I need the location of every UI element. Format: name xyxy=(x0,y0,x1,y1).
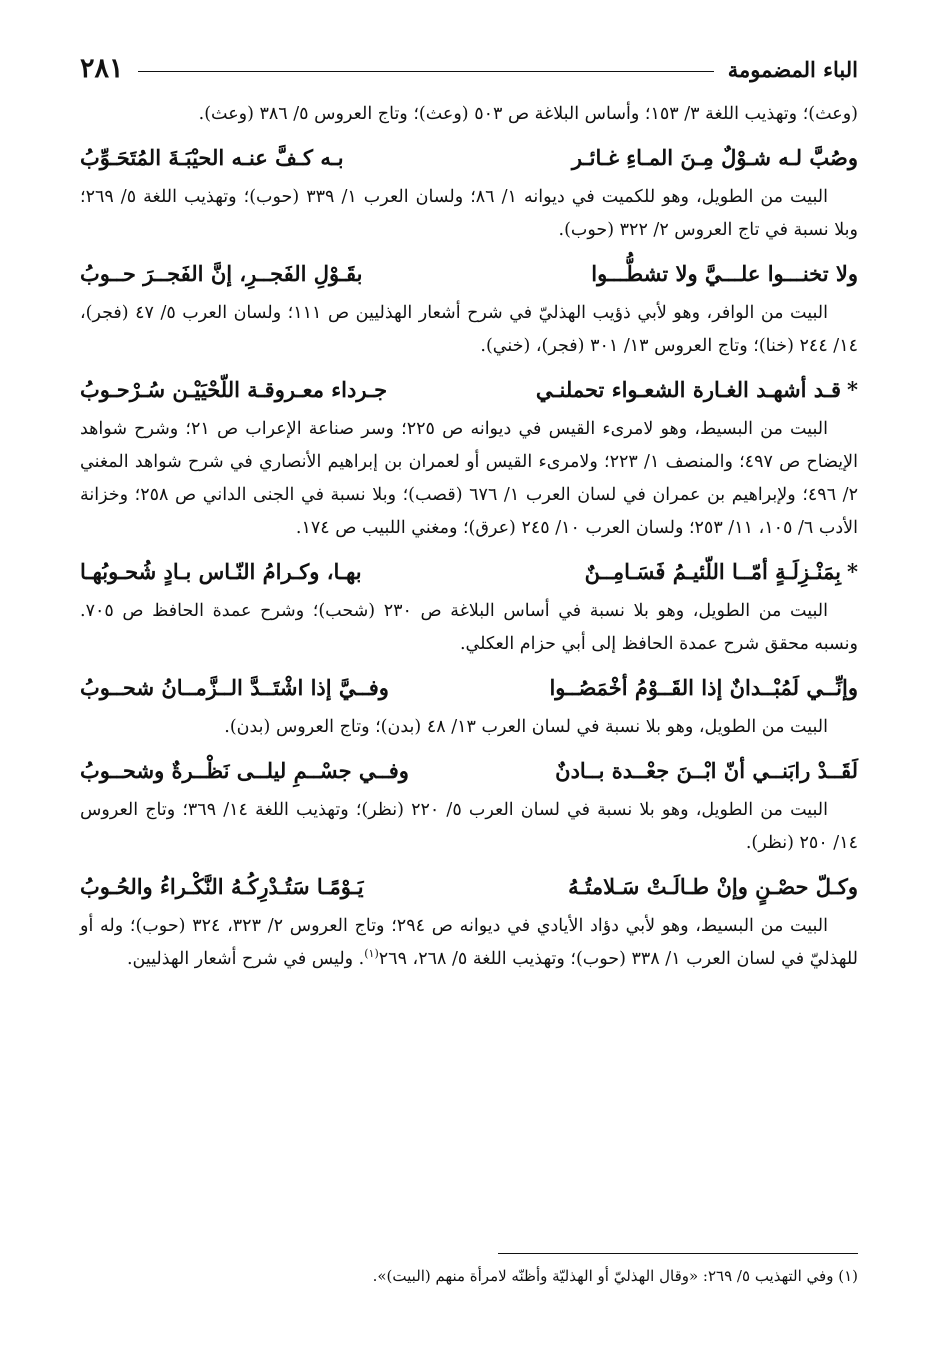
verse-first-hemistich xyxy=(536,367,858,413)
verse-first-hemistich xyxy=(585,549,858,595)
verse-citation: البيت من الطويل، وهو للكميت في ديوانه ١/ ٨٦؛ ولسان العرب ١/ ٣٣٩ (حوب)؛ وتهذيب اللغة ٥/ ٢٦٩؛ وبلا نسبة في تاج العروس ٢/ ٣٢٢ (حوب). xyxy=(80,187,858,240)
verse-line xyxy=(80,665,858,711)
verse-line xyxy=(80,367,858,413)
verse-second-hemistich: وفــيَّ إذا اشْتَــدَّ الــزَّمــانُ شحــوبُ xyxy=(80,675,389,700)
page-body xyxy=(80,98,858,976)
verse-first-hemistich: وصُبَّ لـه شـوْلٌ مِـنَ المـاءِ غـائـر xyxy=(571,145,858,170)
verse-first-hemistich: وكـلّ حصْـنٍ وإنْ طـالَـتْ سَـلامتُـهُ xyxy=(568,874,858,899)
asterisk-icon: * xyxy=(847,559,858,584)
citation-tail: . وليس في شرح أشعار الهذليين. xyxy=(126,949,365,969)
verse-second-hemistich: بـه كـفَّ عنـه الحيْبَـةَ المُتَحَـوِّبُ xyxy=(80,145,344,170)
verse-second-hemistich: وفــي جسْــمِ ليلــى نَظْــرةٌ وشحــوبُ xyxy=(80,758,409,783)
verse-second-hemistich: يَـوْمًـا سَتُـدْرِكُـهُ النَّكْـراءُ والحُـوبُ xyxy=(80,874,364,899)
continued-citation: (وعث)؛ وتهذيب اللغة ٣/ ١٥٣؛ وأساس البلاغة ص ٥٠٣ (وعث)؛ وتاج العروس ٥/ ٣٨٦ (وعث). xyxy=(198,104,858,124)
verse-citation: البيت من الوافر، وهو لأبي ذؤيب الهذليّ في شرح أشعار الهذليين ص ١١١؛ ولسان العرب ٥/ ٤٧ (فجر)، ١٤/ ٢٤٤ (خنا)؛ وتاج العروس ١٣/ ٣٠١ (فجر)، (خني). xyxy=(80,303,858,356)
verse-second-hemistich: بهـا، وكـرامُ النّـاس بـادٍ شُحـوبُهـا xyxy=(80,559,362,584)
verse-line xyxy=(80,251,858,297)
footnote-marker[interactable]: (١) xyxy=(364,947,379,961)
citation-text: البيت من البسيط، وهو لأبي دؤاد الأيادي في ديوانه ص ٢٩٤؛ وتاج العروس ٢/ ٣٢٣، ٣٢٤ (حوب)؛ وله أو للهذليّ في لسان العرب ١/ ٣٣٨ (حوب)؛ وتهذيب اللغة ٥/ ٢٦٨، ٢٦٩ xyxy=(80,916,858,969)
verse-line xyxy=(80,864,858,910)
verse-line xyxy=(80,135,858,181)
footnote-separator xyxy=(498,1253,858,1254)
page-number: ٢٨١ xyxy=(80,53,124,84)
verse-first-hemistich: لَقَــدْ رابَنــي أنّ ابْــنَ جعْــدة بــادنٌ xyxy=(555,758,858,783)
verse-second-hemistich: بقَـوْلِ الفَجــرِ، إنَّ الفَجــرَ حــوبُ xyxy=(80,261,363,286)
verse-first-hemistich: وإنِّــي لَمُبْــدانٌ إذا القَــوْمُ أخْمَصُــوا xyxy=(549,675,858,700)
verse-line xyxy=(80,748,858,794)
hemistich-text: بِمَنْـزِلَـةٍ أمّــا اللّئيـمُ فَسَـامِــنٌ xyxy=(584,559,842,584)
asterisk-icon: * xyxy=(847,377,858,402)
verse-citation xyxy=(80,910,858,976)
verse-citation: البيت من الطويل، وهو بلا نسبة في لسان العرب ١٣/ ٤٨ (بدن)؛ وتاج العروس (بدن). xyxy=(224,717,828,737)
running-header xyxy=(80,44,858,84)
verse-citation: البيت من البسيط، وهو لامرىء القيس في ديوانه ص ٢٢٥؛ وسر صناعة الإعراب ص ٢١؛ وشرح شواهد الإيضاح ص ٤٩٧؛ والمنصف ١/ ٢٢٣؛ ولامرىء القيس أو لعمران بن إبراهيم الأنصاري في شرح شواهد المغني ٢/ ٤٩٦؛ ولإبراهيم بن عمران في لسان العرب ١/ ٦٧٦ (قصب)؛ وبلا نسبة في الجنى الداني ص ٢٥٨؛ وخزانة الأدب ٦/ ١٠٥، ١١/ ٢٥٣؛ ولسان العرب ١٠/ ٢٤٥ (عرق)؛ ومغني اللبيب ص ١٧٤. xyxy=(80,419,858,538)
verse-first-hemistich: ولا تخنـــوا علـــيَّ ولا تشطُّـــوا xyxy=(591,261,858,286)
footnote: (١) وفي التهذيب ٥/ ٢٦٩: «وقال الهذليّ أو الهذليّة وأظنّه لامرأة منهم (البيت)». xyxy=(372,1267,858,1285)
verse-citation: البيت من الطويل، وهو بلا نسبة في أساس البلاغة ص ٢٣٠ (شحب)؛ وشرح عمدة الحافظ ص ٧٠٥. ونسبه محقق شرح عمدة الحافظ إلى أبي حزام العكلي. xyxy=(80,601,858,654)
hemistich-text: قـد أشهـد الغـارة الشعـواء تحملنـي xyxy=(535,377,842,402)
verse-line xyxy=(80,549,858,595)
chapter-title: الباء المضمومة xyxy=(727,57,858,82)
verse-citation: البيت من الطويل، وهو بلا نسبة في لسان العرب ٥/ ٢٢٠ (نظر)؛ وتهذيب اللغة ١٤/ ٣٦٩؛ وتاج العروس ١٤/ ٢٥٠ (نظر). xyxy=(80,800,858,853)
header-rule xyxy=(138,71,714,72)
verse-second-hemistich: جـرداء معـروقـة اللّحْيَيْـن سُـرْحـوبُ xyxy=(80,377,388,402)
